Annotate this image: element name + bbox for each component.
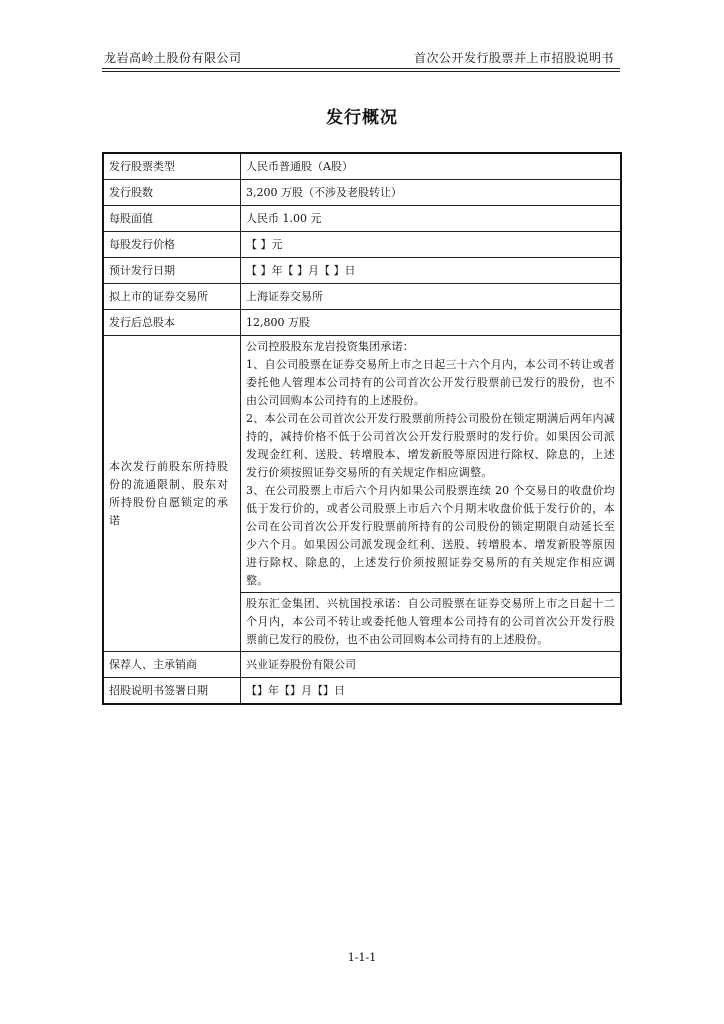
- header-rule-top: [102, 68, 620, 69]
- page-number: 1-1-1: [347, 951, 377, 964]
- commitment-item-1: 1、自公司股票在证券交易所上市之日起三十六个月内，本公司不转让或者委托他人管理本公司持有的公司首次公开发行股票前已发行的股份，也不由公司回购本公司持有的上述股份。: [246, 358, 615, 407]
- row-label: 发行股数: [103, 180, 241, 206]
- commitment-heading: 公司控股股东龙岩投资集团承诺：: [246, 340, 414, 353]
- table-row: [103, 153, 621, 180]
- row-value: 人民币 1.00 元: [241, 206, 622, 232]
- table-row: [103, 258, 621, 284]
- row-label: 拟上市的证券交易所: [103, 284, 241, 310]
- table-row: [103, 180, 621, 206]
- commitment-block-controlling: [241, 336, 622, 593]
- table-row: [103, 206, 621, 232]
- commitment-block-other: [241, 593, 622, 652]
- row-label: 招股说明书签署日期: [103, 678, 241, 705]
- row-label: 发行后总股本: [103, 310, 241, 336]
- row-label: 保荐人、主承销商: [103, 652, 241, 678]
- row-value: 【 】年【 】月【 】日: [241, 258, 622, 284]
- commitment-item-3: 3、在公司股票上市后六个月内如果公司股票连续 20 个交易日的收盘价均低于发行价的，或者公司股票上市后六个月期末收盘价低于发行价的，本公司在公司首次公开发行股票前所持有的公司股份的锁定期限自动延长至少六个月。如果因公司派发现金红利、送股、转增股本、增发新股等原因进行除权、除息的，上述发行价须按照证券交易所的有关规定作相应调整。: [246, 484, 615, 587]
- header-rule-bottom: [102, 71, 620, 72]
- row-label: 每股发行价格: [103, 232, 241, 258]
- row-value: 3,200 万股（不涉及老股转让）: [241, 180, 622, 206]
- row-value: 兴业证券股份有限公司: [241, 652, 622, 678]
- row-value: 【】年【】月【】日: [241, 678, 622, 705]
- table-row: [103, 284, 621, 310]
- row-value: 上海证券交易所: [241, 284, 622, 310]
- offering-table: [102, 152, 622, 705]
- header-doc-title: 首次公开发行股票并上市招股说明书: [413, 51, 614, 65]
- header-company: 龙岩高岭土股份有限公司: [104, 51, 242, 65]
- table-row: [103, 310, 621, 336]
- row-value: 人民币普通股（A股）: [241, 153, 622, 180]
- row-label: 每股面值: [103, 206, 241, 232]
- table-row: [103, 678, 621, 705]
- commitment-row: [103, 336, 621, 593]
- table-row: [103, 232, 621, 258]
- commitment-other-text: 股东汇金集团、兴杭国投承诺：自公司股票在证券交易所上市之日起十二个月内，本公司不转让或委托他人管理本公司持有的公司首次公开发行股票前已发行的股份，也不由公司回购本公司持有的上述股份。: [246, 597, 615, 646]
- row-value: 【 】元: [241, 232, 622, 258]
- table-row: [103, 652, 621, 678]
- row-label: 预计发行日期: [103, 258, 241, 284]
- commitment-item-2: 2、本公司在公司首次公开发行股票前所持公司股份在锁定期满后两年内减持的，减持价格不低于公司首次公开发行股票时的发行价。如果因公司派发现金红利、送股、转增股本、增发新股等原因进行除权、除息的，上述发行价须按照证券交易所的有关规定作相应调整。: [246, 412, 615, 479]
- commitment-label: 本次发行前股东所持股份的流通限制、股东对所持股份自愿锁定的承诺: [103, 336, 241, 652]
- row-label: 发行股票类型: [103, 153, 241, 180]
- page-title: 发行概况: [326, 108, 398, 128]
- row-value: 12,800 万股: [241, 310, 622, 336]
